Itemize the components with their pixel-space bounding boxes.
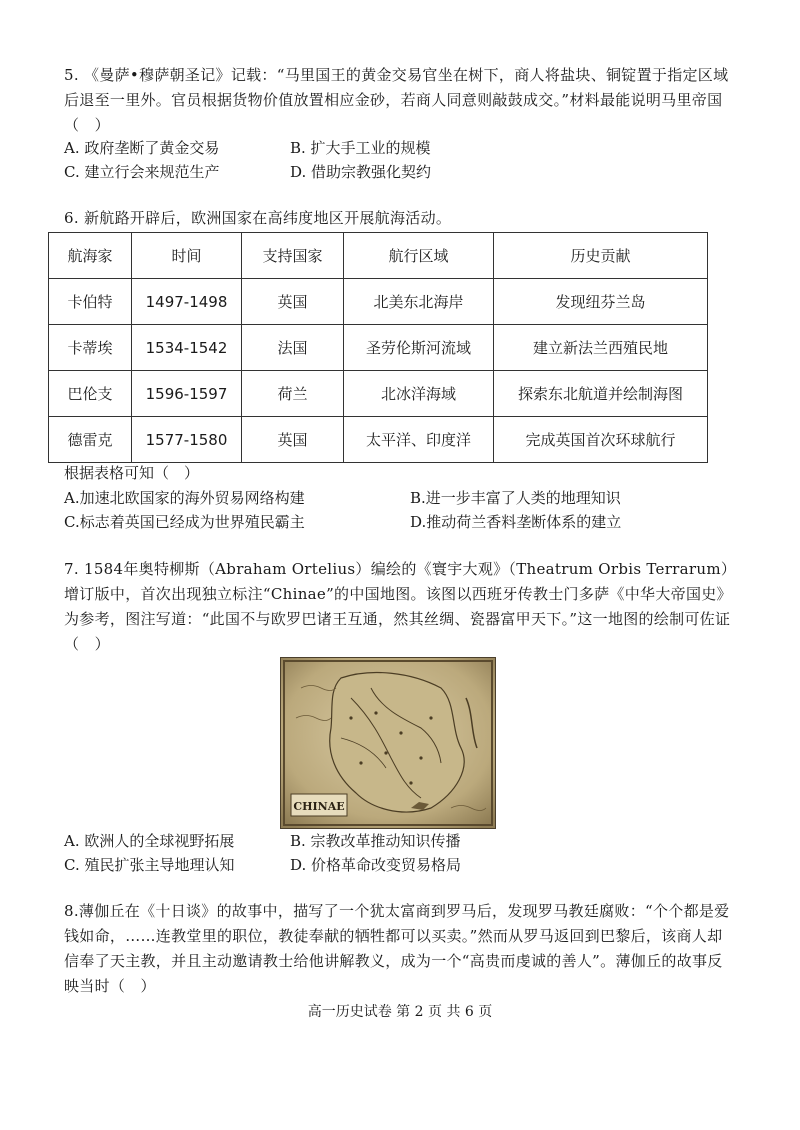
q5-stem: 5. 《曼萨•穆萨朝圣记》记载：“马里国王的黄金交易官坐在树下，商人将盐块、铜锭置于指定区域后退至一里外。官员根据货物价值放置相应金砂，若商人同意则敲鼓成交。”材料最能说明马里帝国 （ ） (64, 66, 738, 134)
table-cell-region: 北冰洋海域 (344, 371, 494, 417)
table-header-row (49, 233, 708, 279)
q7-option-a[interactable]: A. 欧洲人的全球视野拓展 (64, 832, 235, 850)
q6-option-a[interactable]: A.加速北欧国家的海外贸易网络构建 (64, 489, 305, 507)
q5-option-b[interactable]: B. 扩大手工业的规模 (290, 139, 431, 157)
q6-prompt (64, 461, 736, 485)
q7-option-c[interactable]: C. 殖民扩张主导地理认知 (64, 856, 235, 874)
table-cell-country: 荷兰 (242, 371, 344, 417)
q6-prompt-text: 根据表格可知（ ） (64, 464, 200, 482)
q5-option-d[interactable]: D. 借助宗教强化契约 (290, 163, 432, 181)
q5-option-c[interactable]: C. 建立行会来规范生产 (64, 163, 220, 181)
table-header-cell: 支持国家 (242, 233, 344, 279)
table-row (49, 279, 708, 325)
table-header-cell: 时间 (132, 233, 242, 279)
table-cell-country: 英国 (242, 279, 344, 325)
table-header-cell: 航海家 (49, 233, 132, 279)
q6-option-c[interactable]: C.标志着英国已经成为世界殖民霸主 (64, 513, 305, 531)
q7-stem: 7. 1584年奥特柳斯（Abraham Ortelius）编绘的《寰宇大观》（Theatrum Orbis Terrarum）增订版中，首次出现独立标注“Chinae”的中国地图。该图以西班牙传教士门多萨《中华大帝国史》为参考，图注写道：“此国不与欧罗巴诸王互通，然其丝绸、瓷器富甲天下。”这一地图的绘制可佐证（ ） (64, 560, 732, 653)
q7-options-row-1 (64, 829, 736, 853)
table-cell-region: 北美东北海岸 (344, 279, 494, 325)
chinae-map-image (280, 657, 496, 829)
table-cell-region: 圣劳伦斯河流域 (344, 325, 494, 371)
table-header-cell: 历史贡献 (494, 233, 708, 279)
table-cell-navigator: 卡伯特 (49, 279, 132, 325)
q6-option-b[interactable]: B.进一步丰富了人类的地理知识 (410, 489, 621, 507)
table-row (49, 325, 708, 371)
table-row (49, 417, 708, 463)
table-cell-time: 1497-1498 (132, 279, 242, 325)
q6-options-row-2 (64, 510, 736, 534)
table-cell-country: 法国 (242, 325, 344, 371)
q5-option-a[interactable]: A. 政府垄断了黄金交易 (64, 139, 220, 157)
q6-options-row-1 (64, 486, 736, 510)
table-cell-time: 1577-1580 (132, 417, 242, 463)
map-title-label: CHINAE (293, 800, 345, 813)
q6-option-d[interactable]: D.推动荷兰香料垄断体系的建立 (410, 513, 622, 531)
table-cell-time: 1534-1542 (132, 325, 242, 371)
map-illustration (281, 658, 495, 828)
table-row (49, 371, 708, 417)
table-cell-navigator: 德雷克 (49, 417, 132, 463)
page-footer: 高一历史试卷 第 2 页 共 6 页 (307, 1004, 493, 1020)
table-cell-time: 1596-1597 (132, 371, 242, 417)
q6-stem: 6. 新航路开辟后，欧洲国家在高纬度地区开展航海活动。 (64, 209, 452, 227)
table-cell-contribution: 发现纽芬兰岛 (494, 279, 708, 325)
table-cell-navigator: 巴伦支 (49, 371, 132, 417)
q7-option-b[interactable]: B. 宗教改革推动知识传播 (290, 832, 461, 850)
table-cell-contribution: 建立新法兰西殖民地 (494, 325, 708, 371)
navigator-table (48, 232, 708, 463)
table-cell-navigator: 卡蒂埃 (49, 325, 132, 371)
q8-stem: 8.薄伽丘在《十日谈》的故事中，描写了一个犹太富商到罗马后，发现罗马教廷腐败：“个个都是爱钱如命，……连教堂里的职位，教徒奉献的牺牲都可以买卖。”然而从罗马返回到巴黎后，该商人却信奉了天主教，并且主动邀请教士给他讲解教义，成为一个“高贵而虔诚的善人”。薄伽丘的故事反映当时（ ） (64, 902, 730, 995)
table-cell-contribution: 探索东北航道并绘制海图 (494, 371, 708, 417)
q7-options-row-2 (64, 853, 736, 877)
q5-options-row-2 (64, 160, 736, 184)
q7-option-d[interactable]: D. 价格革命改变贸易格局 (290, 856, 462, 874)
table-cell-country: 英国 (242, 417, 344, 463)
table-cell-region: 太平洋、印度洋 (344, 417, 494, 463)
table-header-cell: 航行区域 (344, 233, 494, 279)
table-cell-contribution: 完成英国首次环球航行 (494, 417, 708, 463)
q5-options-row-1 (64, 136, 736, 160)
